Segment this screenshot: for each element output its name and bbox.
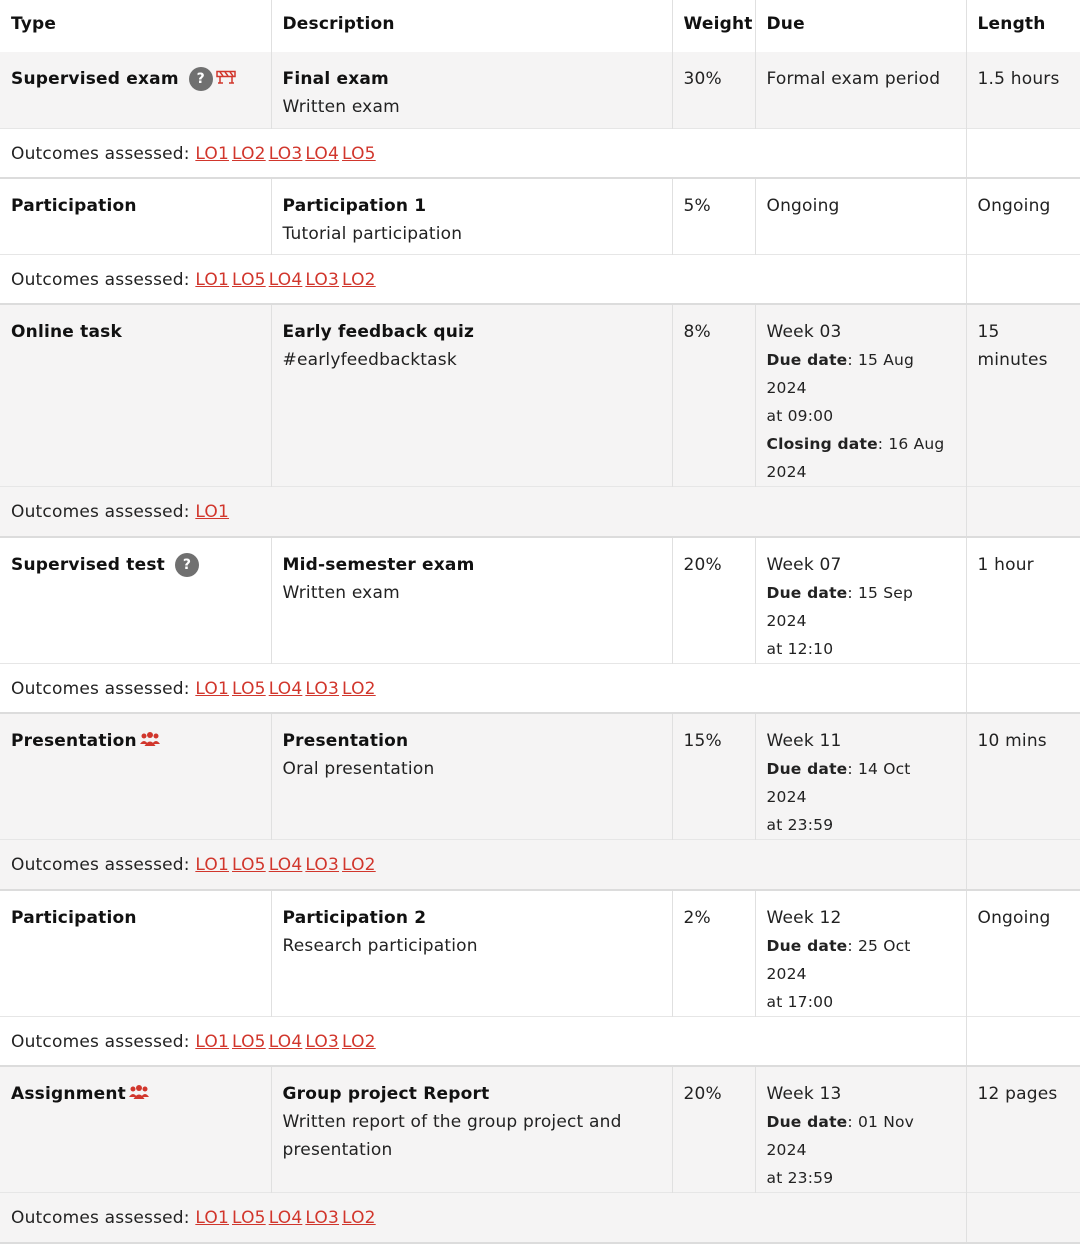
due-cell: [755, 890, 966, 1017]
outcome-link[interactable]: LO5: [232, 855, 266, 875]
due-time: at 23:59: [766, 816, 834, 834]
closing-date-year: 2024: [766, 463, 807, 481]
header-description: Description: [271, 0, 672, 52]
table-row: [0, 713, 1080, 840]
due-date-label: Due date: [766, 760, 848, 778]
due-time: at 17:00: [766, 992, 834, 1011]
outcomes-row: [0, 254, 1080, 304]
type-cell: [0, 304, 271, 487]
due-week: Week 12: [766, 907, 842, 928]
outcome-link[interactable]: LO5: [342, 143, 376, 164]
table-row: [0, 537, 1080, 664]
description-cell: [271, 52, 672, 128]
description-cell: [271, 537, 672, 664]
outcome-link[interactable]: LO5: [232, 1208, 266, 1228]
weight-cell: 15%: [672, 713, 755, 840]
outcome-link[interactable]: LO3: [305, 1208, 340, 1228]
assessment-title: Participation 2: [282, 907, 427, 928]
table-row: [0, 1066, 1080, 1193]
due-date-label: Due date: [766, 351, 848, 369]
due-date-value: : 14 Oct 2024: [766, 760, 911, 806]
assessment-title: Mid-semester exam: [282, 554, 475, 575]
outcome-link[interactable]: LO2: [342, 1031, 376, 1052]
closing-date-label: Closing date: [766, 435, 878, 453]
outcome-link[interactable]: LO1: [195, 678, 230, 699]
length-cell: Ongoing: [966, 890, 1080, 1017]
length-cell: 1 hour: [966, 537, 1080, 664]
description-cell: [271, 304, 672, 487]
type-label: Presentation: [11, 731, 137, 751]
type-label: Participation: [11, 196, 137, 216]
outcomes-empty-cell: [966, 1016, 1080, 1066]
type-label: Participation: [11, 907, 137, 928]
outcome-link[interactable]: LO1: [195, 143, 230, 164]
due-date: [767, 1108, 955, 1164]
outcomes-label: Outcomes assessed:: [11, 678, 190, 699]
length-cell: 1.5 hours: [966, 52, 1080, 128]
due-date-value: : 01 Nov 2024: [766, 1113, 915, 1159]
outcomes-label: Outcomes assessed:: [11, 855, 190, 875]
outcomes-cell: [0, 1016, 966, 1066]
due-time: at 23:59: [766, 1169, 834, 1187]
assessment-title: Presentation: [282, 731, 409, 751]
assessment-subtitle-cont: presentation: [282, 1140, 393, 1160]
outcome-link[interactable]: LO4: [268, 269, 303, 290]
outcomes-label: Outcomes assessed:: [11, 1031, 190, 1052]
due-week: Week 11: [766, 731, 842, 751]
length-unit: minutes: [977, 350, 1048, 370]
due-date-label: Due date: [766, 936, 848, 955]
outcome-link[interactable]: LO2: [342, 855, 376, 875]
type-label: Assignment: [11, 1084, 126, 1104]
weight-cell: 30%: [672, 52, 755, 128]
length-cell: 12 pages: [966, 1066, 1080, 1193]
outcome-link[interactable]: LO4: [268, 1208, 303, 1228]
outcomes-row: [0, 663, 1080, 713]
table-row: [0, 178, 1080, 254]
description-cell: [271, 890, 672, 1017]
description-cell: [271, 178, 672, 254]
length-cell: Ongoing: [966, 178, 1080, 254]
outcomes-label: Outcomes assessed:: [11, 1208, 190, 1228]
header-weight: Weight: [672, 0, 755, 52]
type-cell: [0, 890, 271, 1017]
outcome-link[interactable]: LO3: [305, 1031, 340, 1052]
assessment-title: Group project Report: [282, 1084, 490, 1104]
group-work-icon: [129, 1084, 149, 1100]
outcomes-empty-cell: [966, 128, 1080, 178]
table-header-row: [0, 0, 1080, 52]
due-date-label: Due date: [766, 1113, 848, 1131]
header-length: Length: [966, 0, 1080, 52]
outcomes-cell: [0, 128, 966, 178]
weight-cell: 5%: [672, 178, 755, 254]
outcomes-label: Outcomes assessed:: [11, 143, 190, 164]
outcome-link[interactable]: LO4: [268, 855, 303, 875]
type-cell: [0, 713, 271, 840]
outcomes-label: Outcomes assessed:: [11, 502, 190, 522]
due-cell: [755, 52, 966, 128]
outcomes-cell: [0, 663, 966, 713]
outcome-link[interactable]: LO3: [268, 143, 303, 164]
outcomes-row: [0, 128, 1080, 178]
header-due: Due: [755, 0, 966, 52]
closing-date: [767, 430, 955, 458]
outcome-link[interactable]: LO4: [268, 678, 303, 699]
help-icon[interactable]: ?: [175, 553, 199, 577]
due-cell: [755, 537, 966, 664]
outcome-link[interactable]: LO1: [195, 855, 230, 875]
outcomes-empty-cell: [966, 487, 1080, 537]
group-work-icon: [140, 731, 160, 747]
help-icon[interactable]: ?: [189, 67, 213, 91]
due-cell: [755, 178, 966, 254]
table-row: [0, 304, 1080, 487]
weight-cell: 20%: [672, 537, 755, 664]
outcome-link[interactable]: LO2: [342, 269, 376, 290]
assessment-subtitle: Written exam: [282, 582, 400, 603]
due-date-value: : 15 Aug 2024: [766, 351, 915, 397]
outcomes-row: [0, 1193, 1080, 1243]
assessment-title: Participation 1: [282, 196, 427, 216]
outcome-link[interactable]: LO1: [195, 1208, 230, 1228]
outcome-link[interactable]: LO2: [342, 678, 376, 699]
outcome-link[interactable]: LO3: [305, 269, 340, 290]
outcomes-cell: [0, 254, 966, 304]
outcomes-label: Outcomes assessed:: [11, 269, 190, 290]
outcomes-empty-cell: [966, 254, 1080, 304]
hurdle-barrier-icon: [216, 70, 236, 84]
table-row: [0, 890, 1080, 1017]
outcome-link[interactable]: LO3: [305, 855, 340, 875]
assessment-title: Early feedback quiz: [282, 322, 475, 342]
outcome-link[interactable]: LO5: [232, 678, 266, 699]
due-week: Formal exam period: [766, 69, 941, 89]
description-cell: [271, 713, 672, 840]
due-date: [767, 932, 955, 988]
table-row: [0, 52, 1080, 128]
due-cell: [755, 304, 966, 487]
due-date: [767, 579, 955, 635]
due-date-value: : 15 Sep 2024: [766, 583, 914, 630]
outcomes-row: [0, 1016, 1080, 1066]
due-time: at 09:00: [766, 407, 834, 425]
outcomes-row: [0, 487, 1080, 537]
outcomes-empty-cell: [966, 663, 1080, 713]
outcome-link[interactable]: LO5: [232, 1031, 266, 1052]
outcomes-cell: [0, 487, 966, 537]
assessment-subtitle: Tutorial participation: [282, 224, 463, 244]
due-time: at 12:10: [766, 639, 834, 658]
outcomes-row: [0, 840, 1080, 890]
due-date-value: : 25 Oct 2024: [766, 936, 911, 983]
outcome-link[interactable]: LO2: [342, 1208, 376, 1228]
type-cell: [0, 537, 271, 664]
outcome-link[interactable]: LO1: [195, 502, 230, 522]
assessment-title: Final exam: [282, 69, 389, 89]
type-label: Online task: [11, 322, 122, 342]
outcome-link[interactable]: LO4: [305, 143, 340, 164]
outcome-link[interactable]: LO2: [232, 143, 266, 164]
due-date-label: Due date: [766, 583, 848, 602]
length-cell: [966, 304, 1080, 487]
outcome-link[interactable]: LO1: [195, 1031, 230, 1052]
outcome-link[interactable]: LO3: [305, 678, 340, 699]
outcome-link[interactable]: LO1: [195, 269, 230, 290]
outcome-link[interactable]: LO5: [232, 269, 266, 290]
closing-date-value: : 16 Aug: [877, 435, 945, 453]
due-week: Ongoing: [766, 196, 840, 216]
outcomes-cell: [0, 1193, 966, 1243]
due-week: Week 03: [766, 322, 842, 342]
type-cell: [0, 178, 271, 254]
due-date: [767, 755, 955, 811]
assessment-subtitle: Oral presentation: [282, 759, 435, 779]
outcomes-empty-cell: [966, 1193, 1080, 1243]
weight-cell: 20%: [672, 1066, 755, 1193]
type-label: Supervised exam: [11, 69, 179, 89]
length-value: 15: [977, 322, 1000, 342]
type-cell: [0, 52, 271, 128]
weight-cell: 8%: [672, 304, 755, 487]
outcome-link[interactable]: LO4: [268, 1031, 303, 1052]
outcomes-empty-cell: [966, 840, 1080, 890]
type-label: Supervised test: [11, 554, 165, 575]
assessment-subtitle: #earlyfeedbacktask: [282, 350, 457, 370]
header-type: Type: [0, 0, 271, 52]
description-cell: [271, 1066, 672, 1193]
due-cell: [755, 1066, 966, 1193]
assessment-subtitle: Written exam: [282, 97, 400, 117]
outcomes-cell: [0, 840, 966, 890]
length-cell: 10 mins: [966, 713, 1080, 840]
weight-cell: 2%: [672, 890, 755, 1017]
due-week: Week 07: [766, 554, 842, 575]
due-week: Week 13: [766, 1084, 842, 1104]
type-cell: [0, 1066, 271, 1193]
due-date: [767, 346, 955, 402]
assessment-subtitle: Research participation: [282, 935, 478, 956]
assessment-subtitle: Written report of the group project and: [282, 1112, 622, 1132]
due-cell: [755, 713, 966, 840]
